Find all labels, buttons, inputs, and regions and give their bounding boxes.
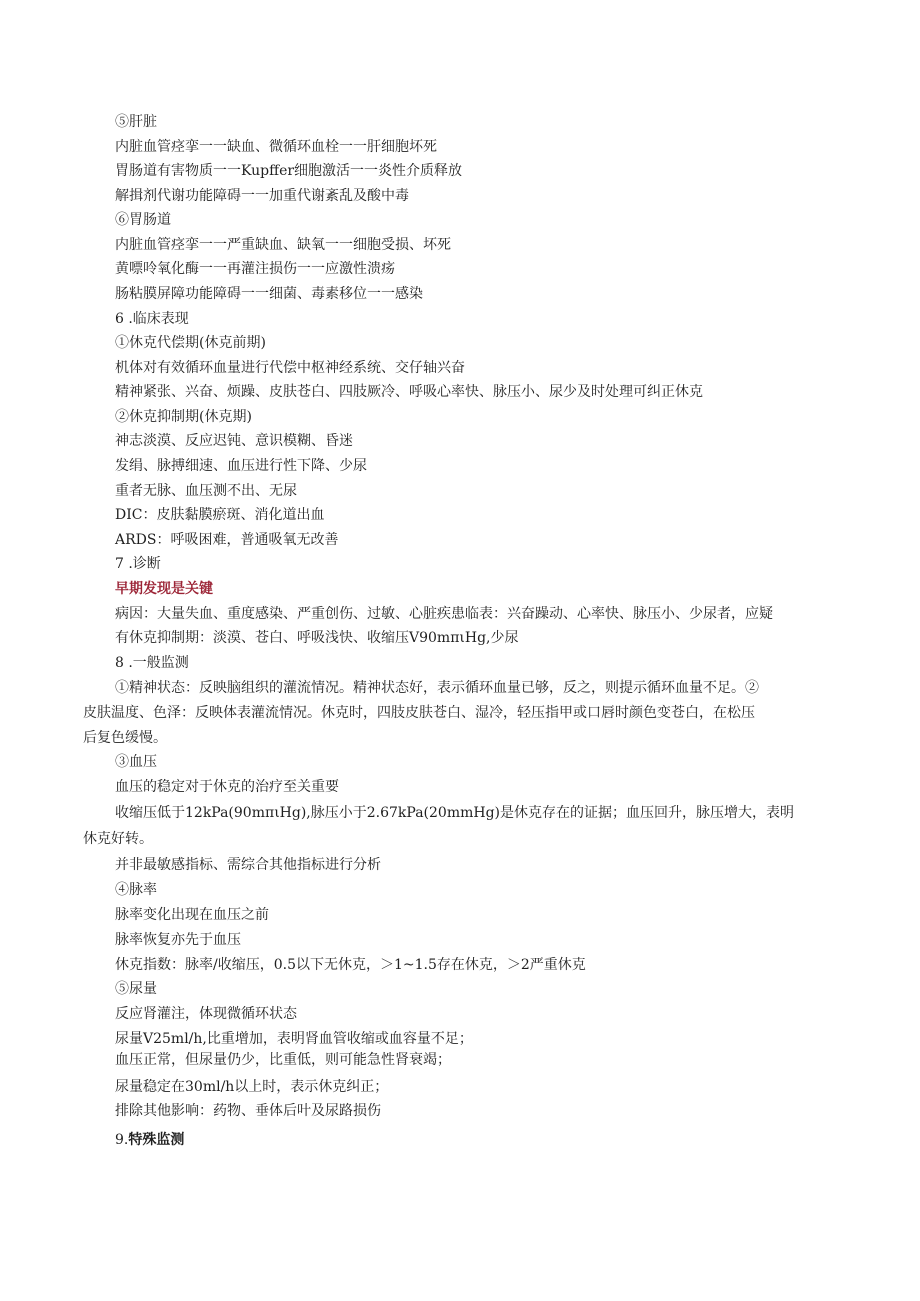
text-line: 内脏血管痉挛一一严重缺血、缺氧一一细胞受损、坏死 (115, 237, 451, 253)
section-heading-clinical: 6 .临床表现 (115, 311, 189, 327)
text-line: 收缩压低于12kPa(90mπιHg),脉压小于2.67kPa(20mmHg)是休克存在的证据；血压回升，脉压增大，表明 (115, 805, 795, 821)
text-line: ①精神状态：反映脑组织的灌流情况。精神状态好，表示循环血量已够，反之，则提示循环血量不足。② (115, 680, 759, 696)
text-line: 脉率变化出现在血压之前 (115, 907, 269, 923)
text-line: 反应肾灌注，体现微循环状态 (115, 1006, 297, 1022)
text-line: 休克好转。 (83, 831, 153, 847)
heading-liver: ⑤肝脏 (115, 114, 157, 130)
text-line: 血压正常，但尿量仍少，比重低，则可能急性肾衰竭； (115, 1052, 451, 1068)
text-line: 机体对有效循环血量进行代偿中枢神经系统、交仔轴兴奋 (115, 360, 465, 376)
text-line: 尿量V25ml/h,比重增加，表明肾血管收缩或血容量不足； (115, 1031, 473, 1047)
text-line: 皮肤温度、色泽：反映体表灌流情况。休克时，四肢皮肤苍白、湿冷，轻压指甲或口唇时颜色变苍白，在松压 (83, 705, 755, 721)
subheading-pulse-rate: ④脉率 (115, 882, 157, 898)
text-line: 血压的稳定对于休克的治疗至关重要 (115, 779, 339, 795)
text-line: 尿量稳定在30ml/h以上时，表示休克纠正； (115, 1079, 389, 1095)
heading-gi-tract: ⑥胃肠道 (115, 212, 171, 228)
text-line: 并非最敏感指标、需综合其他指标进行分析 (115, 857, 381, 873)
text-line: 后复色缓慢。 (83, 730, 167, 746)
section-heading-diagnosis: 7 .诊断 (115, 556, 161, 572)
section-heading-general-monitoring: 8 .一般监测 (115, 655, 189, 671)
text-line: 肠粘膜屏障功能障碍一一细菌、毒素移位一一感染 (115, 286, 423, 302)
highlight-early-detection: 早期发现是关键 (115, 581, 213, 597)
section-number: 9. (115, 1132, 129, 1148)
subheading-urine-output: ⑤尿量 (115, 981, 157, 997)
section-heading-special-monitoring (115, 1130, 184, 1150)
text-line: DIC：皮肤黏膜瘀斑、消化道出血 (115, 507, 325, 523)
text-line: 重者无脉、血压测不出、无尿 (115, 483, 297, 499)
subheading-blood-pressure: ③血压 (115, 754, 157, 770)
text-line: 胃肠道有害物质一一Kupffer细胞激活一一炎性介质释放 (115, 163, 463, 179)
text-line: 精神紧张、兴奋、烦躁、皮肤苍白、四肢厥冷、呼吸心率快、脉压小、尿少及时处理可纠正休克 (115, 384, 703, 400)
text-line: 内脏血管痉挛一一缺血、微循环血栓一一肝细胞坏死 (115, 139, 437, 155)
text-line: 神志淡漠、反应迟钝、意识模糊、昏迷 (115, 433, 353, 449)
section-title: 特殊监测 (128, 1132, 185, 1148)
subheading-inhibited: ②休克抑制期(休克期) (115, 409, 252, 425)
subheading-compensated: ①休克代偿期(休克前期) (115, 335, 266, 351)
text-line: ARDS：呼吸困难，普通吸氧无改善 (115, 532, 339, 548)
text-line: 发绢、脉搏细速、血压进行性下降、少尿 (115, 458, 367, 474)
text-line: 脉率恢复亦先于血压 (115, 932, 241, 948)
text-line: 黄嘌呤氧化酶一一再灌注损伤一一应激性溃疡 (115, 261, 395, 277)
text-line: 有休克抑制期：淡漠、苍白、呼吸浅快、收缩压V90mπιHg,少尿 (115, 630, 519, 646)
text-line: 病因：大量失血、重度感染、严重创伤、过敏、心脏疾患临表：兴奋躁动、心率快、脉压小、少尿者，应疑 (115, 606, 773, 622)
text-line: 排除其他影响：药物、垂体后叶及尿路损伤 (115, 1103, 381, 1119)
text-line: 休克指数：脉率/收缩压，0.5以下无休克，＞1~1.5存在休克，＞2严重休克 (115, 957, 586, 973)
text-line: 解揖剂代谢功能障碍一一加重代谢紊乱及酸中毒 (115, 188, 409, 204)
